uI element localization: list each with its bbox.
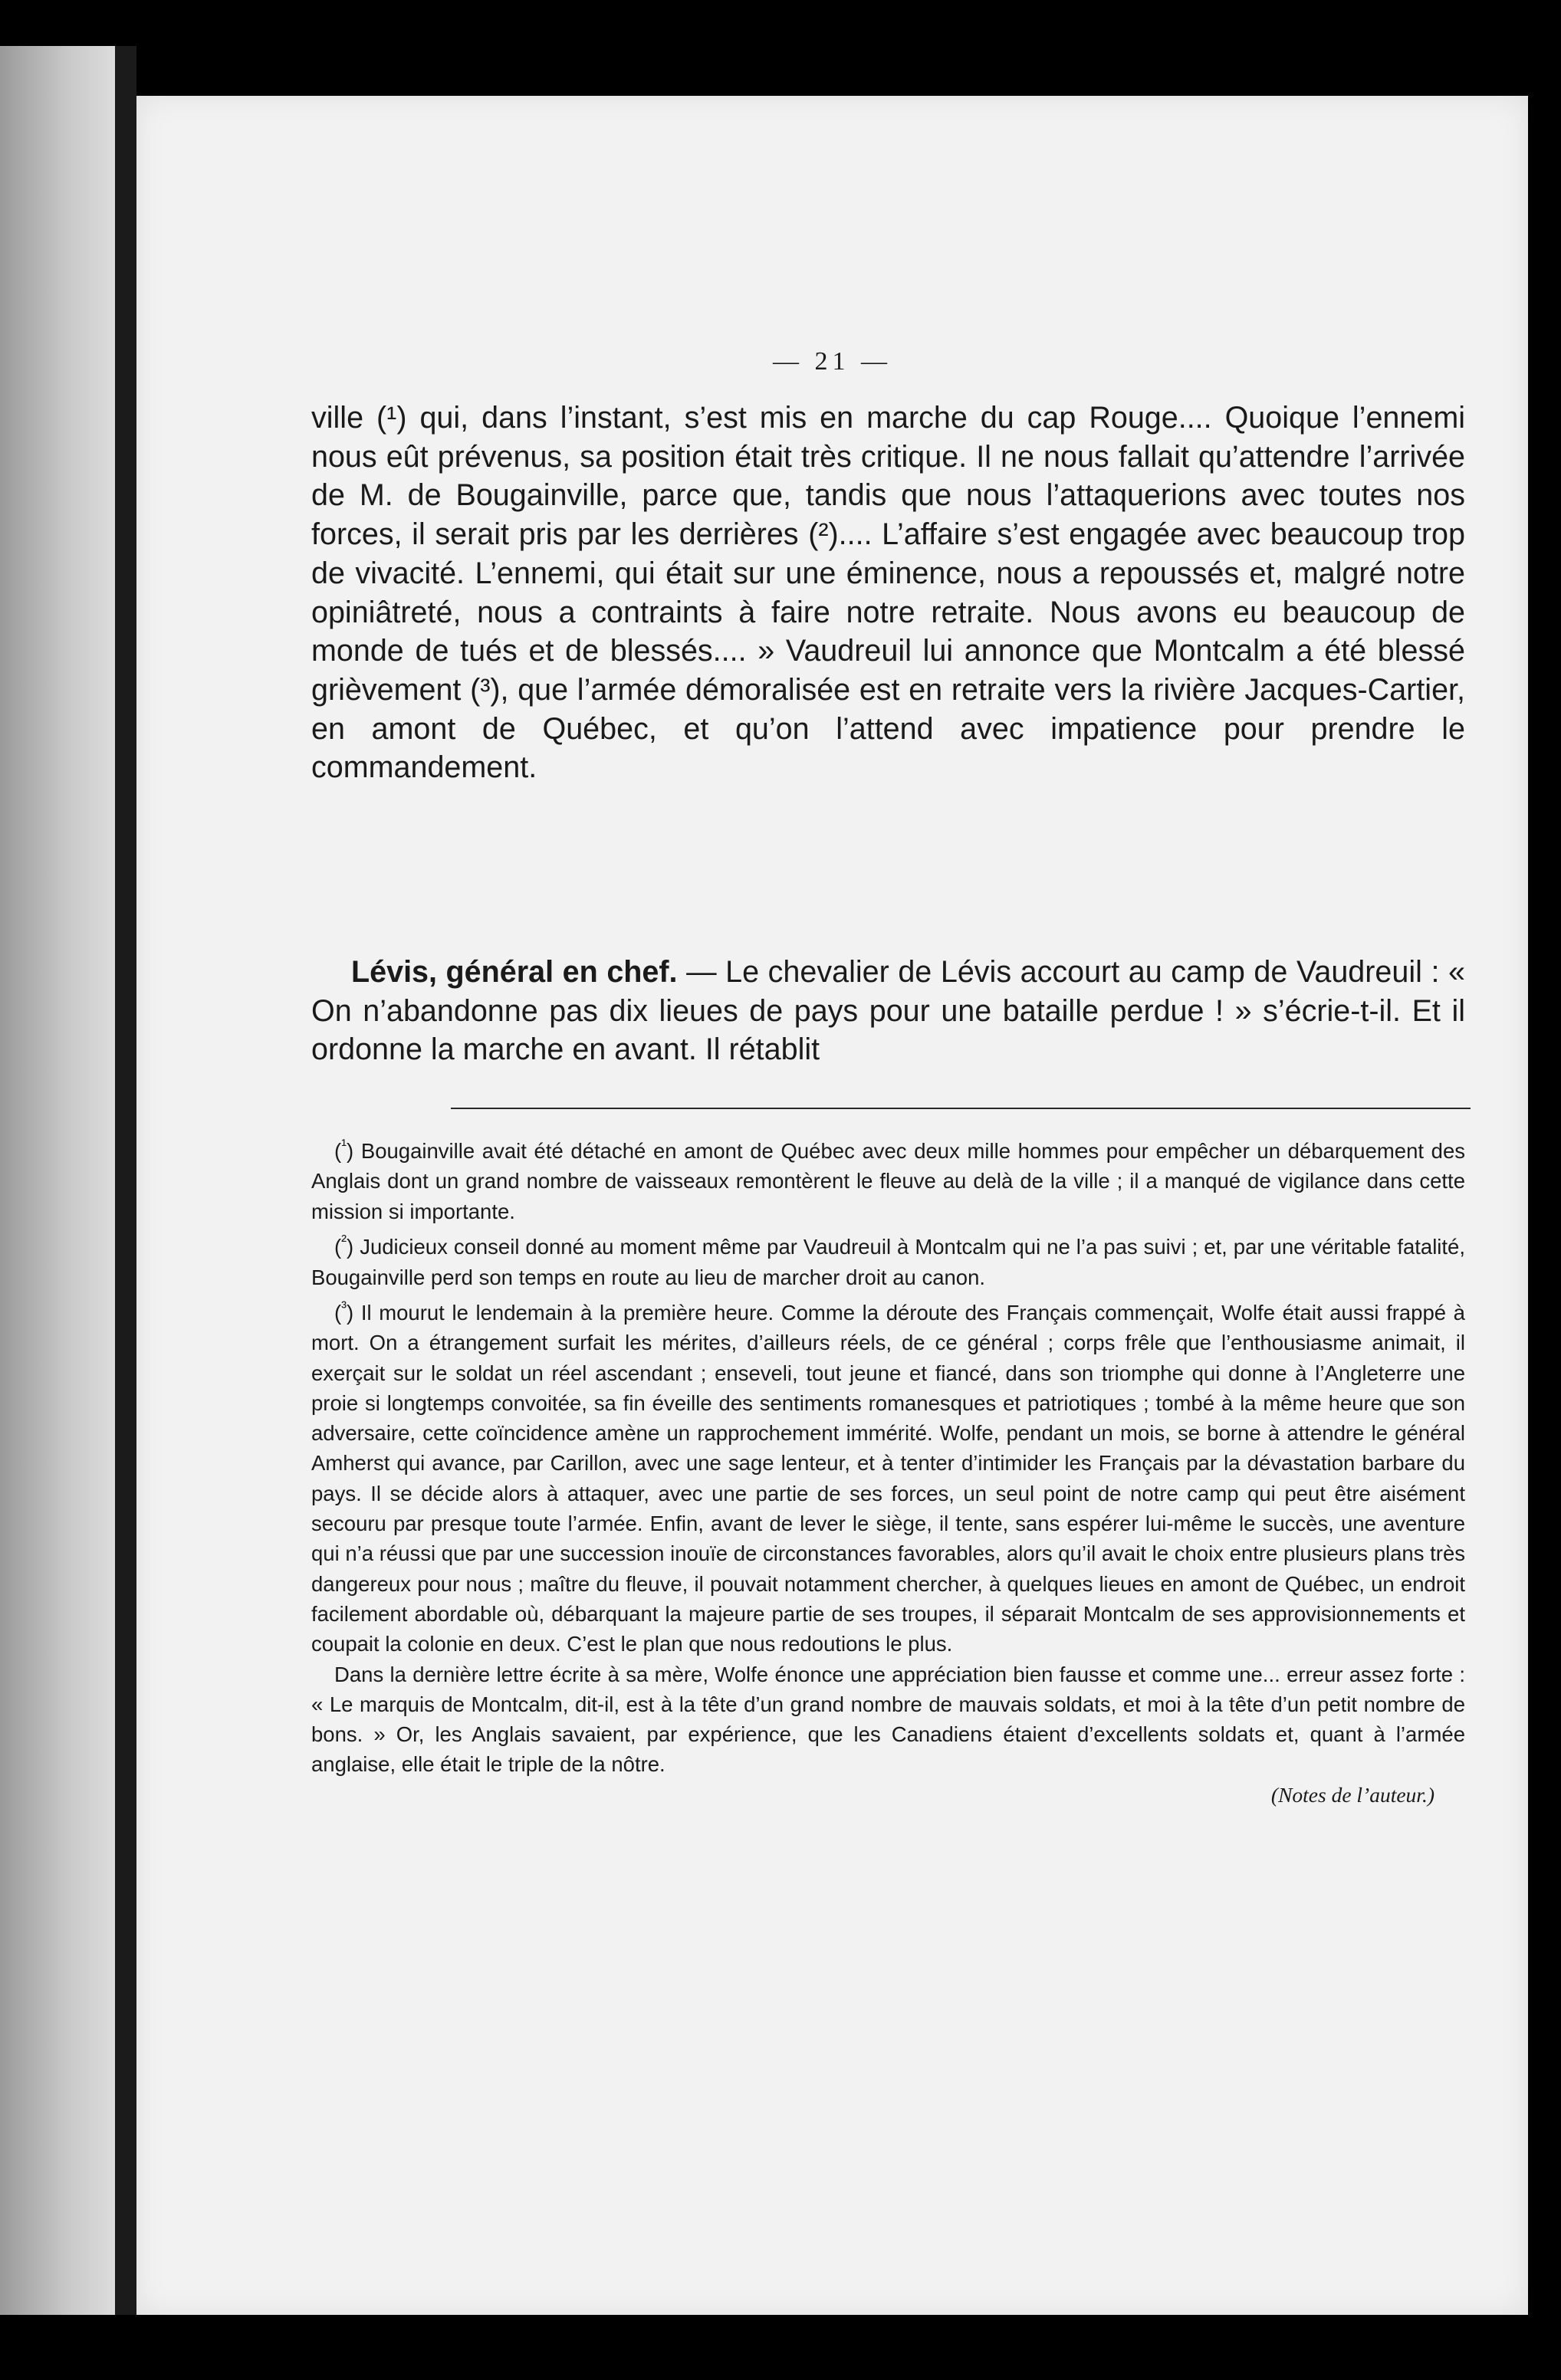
section-levis (311, 953, 1465, 1069)
book-page (136, 96, 1528, 2315)
footnote-text: Judicieux conseil donné au moment même par Vaudreuil à Montcalm qui ne l’a pas suivi ; et, par une véritable fatalité, Bougainville perd son temps en route au lieu de marcher droit au canon. (311, 1235, 1465, 1289)
footnote-text: Bougainville avait été détaché en amont de Québec avec deux mille hommes pour empêcher un débarquement des Anglais dont un grand nombre de vaisseaux remontèrent le fleuve au delà de la ville ; il a manqué de vigilance dans cette mission si importante. (311, 1139, 1465, 1223)
section-paragraph (311, 953, 1465, 1069)
footnote-marker: ² (341, 1233, 347, 1251)
page-number: — 21 — (773, 347, 892, 376)
footnote-marker: ¹ (341, 1137, 347, 1154)
footnote-marker: ³ (341, 1298, 347, 1316)
section-text: — Le chevalier de Lévis accourt au camp de Vaudreuil : « On n’abandonne pas dix lieues de pays pour une bataille perdue ! » s’écrie-t-il. Et il ordonne la marche en avant. Il rétablit (311, 955, 1466, 1067)
body-paragraph: ville (¹) qui, dans l’instant, s’est mis en marche du cap Rouge.... Quoique l’ennemi nous eût prévenus, sa position était très critique. Il ne nous fallait qu’attendre l’arrivée de M. de Bougainville, parce que, tandis que nous l’attaquerions avec toutes nos forces, il serait pris par les derrières (²).... L’affaire s’est engagée avec beaucoup trop de vivacité. L’ennemi, qui était sur une éminence, nous a repoussés et, malgré notre opiniâtreté, nous a contraints à faire notre retraite. Nous avons eu beaucoup de monde de tués et de blessés.... » Vaudreuil lui annonce que Montcalm a été blessé grièvement (³), que l’armée démoralisée est en retraite vers la rivière Jacques-Cartier, en amont de Québec, et qu’on l’attend avec impatience pour prendre le commandement. (311, 401, 1465, 785)
previous-page-edge (0, 46, 115, 2315)
book-gutter (115, 46, 136, 2315)
footnote-3: ($^{^3}$) Il mourut le lendemain à la première heure. Comme la déroute des Français commençait, Wolfe était aussi frappé à mort. On a étrangement surfait les mérites, d’ailleurs réels, de ce général ; corps frêle que l’enthousiasme animait, il exerçait sur le soldat un réel ascendant ; enseveli, tout jeune et fiancé, dans son triomphe qui donne à l’Angleterre une proie si longtemps convoitée, sa fin éveille des sentiments romanesques et patriotiques ; tombé à la même heure que son adversaire, cette coïncidence amène un rapprochement immérité. Wolfe, pendant un mois, se borne à attendre le général Amherst qui avance, par Carillon, avec une sage lenteur, et à tenter d’intimider les Français par la dévastation barbare du pays. Il se décide alors à attaquer, avec une partie de ses forces, un seul point de notre camp qui peut être aisément secouru par presque toute l’armée. Enfin, avant de lever le siège, il tente, sans espérer lui-même le succès, une aventure qui n’a réussi que par une succession inouïe de circonstances favorables, alors qu’il avait le choix entre plusieurs plans très dangereux pour nous ; maître du fleuve, il pouvait notamment chercher, à quelques lieues en amont de Québec, un endroit facilement abordable où, débarquant la majeure partie de ses troupes, il séparait Montcalm de ses approvisionnements et coupait la colonie en deux. C’est le plan que nous redoutions le plus. (311, 1298, 1465, 1656)
footnote-separator (451, 1108, 1471, 1109)
notes-attribution: (Notes de l’auteur.) (1270, 1782, 1434, 1807)
section-heading: Lévis, général en chef. (351, 955, 678, 989)
footnote-1: ($^{^1}$) Bougainville avait été détaché en amont de Québec avec deux mille hommes pour empêcher un débarquement des Anglais dont un grand nombre de vaisseaux remontèrent le fleuve au delà de la ville ; il a manqué de vigilance dans cette mission si importante. (311, 1137, 1465, 1223)
footnote-2: ($^{^2}$) Judicieux conseil donné au moment même par Vaudreuil à Montcalm qui ne l’a pas suivi ; et, par une véritable fatalité, Bougainville perd son temps en route au lieu de marcher droit au canon. (311, 1233, 1465, 1289)
footnote-3-continuation: Dans la dernière lettre écrite à sa mère, Wolfe énonce une appréciation bien fausse et comme une... erreur assez forte : « Le marquis de Montcalm, dit-il, est à la tête d’un grand nombre de mauvais soldats, et moi à la tête d’un petit nombre de bons. » Or, les Anglais savaient, par expérience, que les Canadiens étaient d’excellents soldats et, quant à l’armée anglaise, elle était le triple de la nôtre. (311, 1662, 1465, 1777)
footnote-text: Il mourut le lendemain à la première heure. Comme la déroute des Français commençait, Wolfe était aussi frappé à mort. On a étrangement surfait les mérites, d’ailleurs réels, de ce général ; corps frêle que l’enthousiasme animait, il exerçait sur le soldat un réel ascendant ; enseveli, tout jeune et fiancé, dans son triomphe qui donne à l’Angleterre une proie si longtemps convoitée, sa fin éveille des sentiments romanesques et patriotiques ; tombé à la même heure que son adversaire, cette coïncidence amène un rapprochement immérité. Wolfe, pendant un mois, se borne à attendre le général Amherst qui avance, par Carillon, avec une sage lenteur, et à tenter d’intimider les Français par la dévastation barbare du pays. Il se décide alors à attaquer, avec une partie de ses forces, un seul point de notre camp qui peut être aisément secouru par presque toute l’armée. Enfin, avant de lever le siège, il tente, sans espérer lui-même le succès, une aventure qui n’a réussi que par une succession inouïe de circonstances favorables, alors qu’il avait le choix entre plusieurs plans très dangereux pour nous ; maître du fleuve, il pouvait notamment chercher, à quelques lieues en amont de Québec, un endroit facilement abordable où, débarquant la majeure partie de ses troupes, il séparait Montcalm de ses approvisionnements et coupait la colonie en deux. C’est le plan que nous redoutions le plus. (311, 1300, 1465, 1656)
body-text (311, 399, 1465, 787)
footnotes (311, 1131, 1465, 1810)
